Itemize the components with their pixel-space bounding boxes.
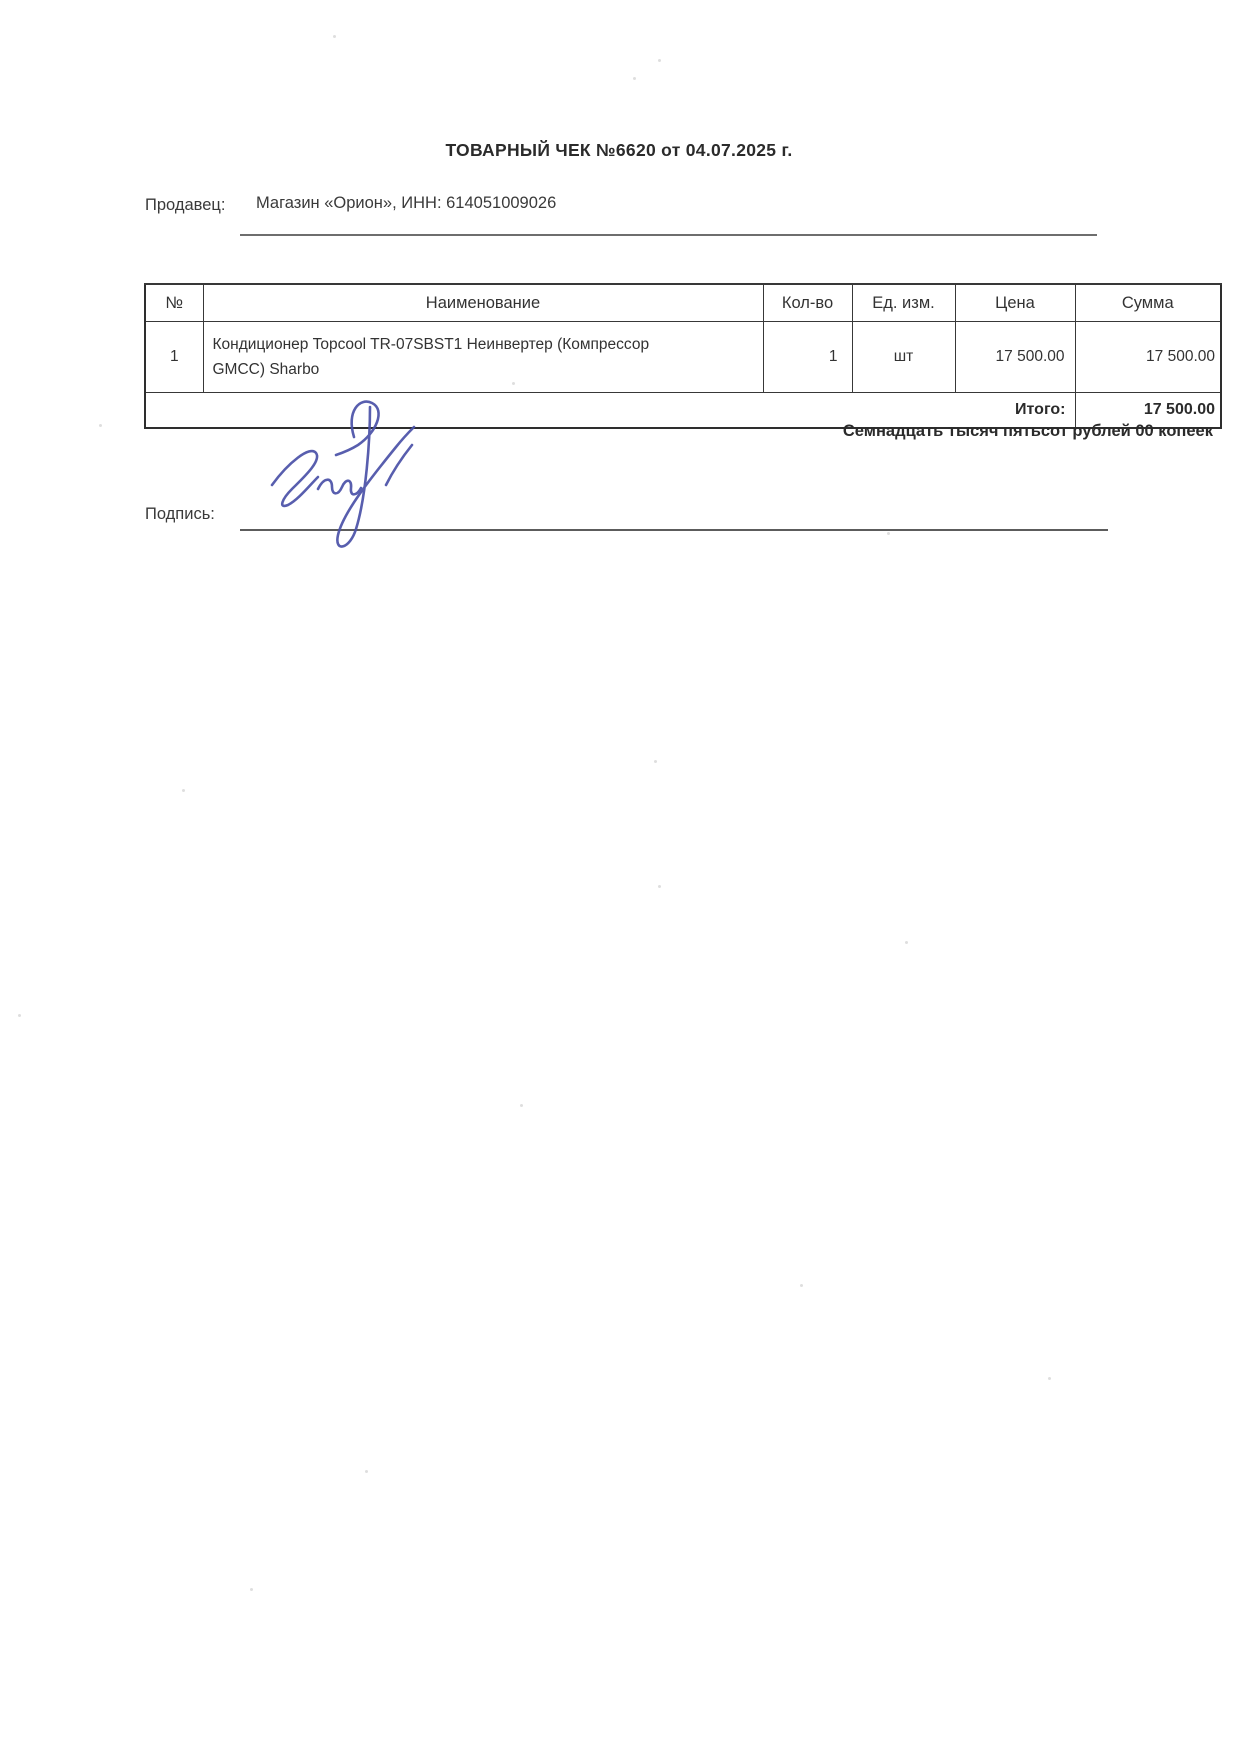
table-header-row [145,284,1221,322]
item-name-cell [203,322,763,393]
item-number: 1 [145,322,203,393]
scan-speck [905,941,908,944]
scan-speck [250,1588,253,1591]
scan-speck [99,424,102,427]
item-name: Кондиционер Topcool TR-07SBST1 Неинвертер (Компрессор GMCC) Sharbo [212,336,650,378]
header-price: Цена [955,284,1075,322]
header-num: № [145,284,203,322]
seller-value: Магазин «Орион», ИНН: 614051009026 [256,194,557,212]
signature-label: Подпись: [145,505,215,523]
scan-speck [658,885,661,888]
total-value: 17 500.00 [1075,393,1221,429]
amount-in-words: Семнадцать тысяч пятьсот рублей 00 копеек [842,422,1213,440]
scan-speck [800,1284,803,1287]
seller-label: Продавец: [145,196,226,214]
header-qty: Кол-во [763,284,852,322]
scan-speck [654,760,657,763]
scan-speck [520,1104,523,1107]
scan-speck [658,59,661,62]
scan-speck [512,382,515,385]
scan-speck [887,532,890,535]
table-row [145,322,1221,393]
seller-underline [240,234,1097,236]
item-qty: 1 [763,322,852,393]
document-title: ТОВАРНЫЙ ЧЕК №6620 от 04.07.2025 г. [445,140,793,160]
scan-speck [333,35,336,38]
header-unit: Ед. изм. [852,284,955,322]
item-price: 17 500.00 [955,322,1075,393]
scan-speck [18,1014,21,1017]
signature-ink [258,393,428,563]
header-sum: Сумма [1075,284,1221,322]
header-name: Наименование [203,284,763,322]
item-sum: 17 500.00 [1075,322,1221,393]
scan-speck [182,789,185,792]
scan-speck [1048,1377,1051,1380]
scan-speck [633,77,636,80]
total-label: Итого: [145,393,1075,429]
scan-speck [365,1470,368,1473]
item-unit: шт [852,322,955,393]
